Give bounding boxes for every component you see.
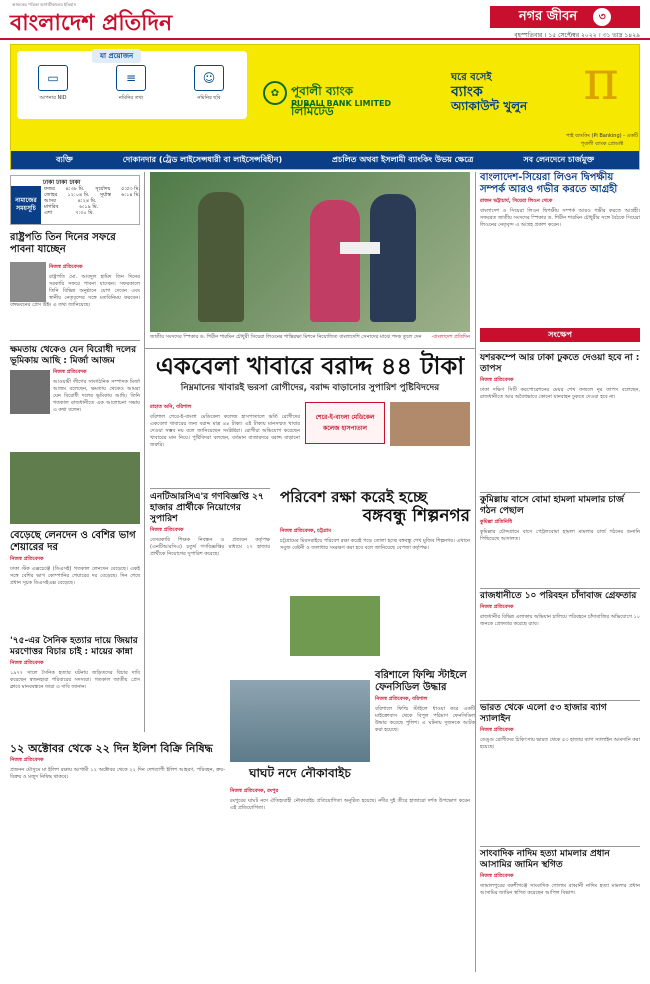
prayer-time-cell: সূর্যোদয় <box>95 186 111 192</box>
prayer-time-cell: ৫:৫৩ মি. <box>121 186 140 192</box>
bank-advertisement[interactable] <box>10 44 640 170</box>
pi-banking-logo: π <box>583 49 619 112</box>
boat-race-photo <box>230 680 370 762</box>
bank-name-english: PUBALI BANK LIMITED <box>291 99 392 108</box>
lead-story-body: রাহাত অনি, বরিশাল বরিশাল শেরে-ই-বাংলা মেডিকেল কলেজ হাসপাতালে ভর্তি রোগীদের একবেলা খাবারের জন্য বরাদ্দ মাত্র ৪৪ টাকা। এই টাকায় মানসম্মত খাবার দেওয়া সম্ভব নয় বলে জানিয়েছেন সংশ্লিষ্টরা। রোগীরা অভিযোগ করেছেন খাবারের মান নিয়ে। পুষ্টিবিদরা বলছেন, বর্তমান বাজারদরে বরাদ্দ বাড়ানো জরুরি। <box>150 404 300 448</box>
prayer-time-cell: ৬:১৯ মি. <box>79 204 99 210</box>
market-photo <box>10 452 140 524</box>
lead-headline: একবেলা খাবারে বরাদ্দ ৪৪ টাকা <box>155 351 465 380</box>
brief-india-saline[interactable]: ভারত থেকে এলো ৫৩ হাজার ব্যাগ স্যালাইন নিজস্ব প্রতিবেদক ডেঙ্গু রোগীদের চিকিৎসায় ভারত থেকে ৫৩ হাজার ব্যাগ স্যালাইন আমদানি করা হয়েছে। <box>480 700 640 751</box>
requirements-panel <box>17 51 247 119</box>
nominee-info-requirement: ≡ নমিনির তথ্য <box>105 65 157 113</box>
headline: ঘাঘট নদে নৌকাবাইচ <box>249 766 351 780</box>
prayer-time-cell: ১২:০৪ মি. <box>67 192 90 198</box>
story-boat-race[interactable] <box>230 766 370 780</box>
divider <box>145 348 475 349</box>
prayer-side-label: নামাজের সময়সূচি <box>11 186 41 224</box>
prayer-time-row <box>44 210 140 216</box>
requirements-title: যা প্রয়োজন <box>92 49 141 63</box>
prayer-times-box <box>10 175 140 225</box>
section-label <box>490 6 640 28</box>
headline: রাষ্ট্রপতি তিন দিনের সফরে পাবনা যাচ্ছেন <box>10 232 116 255</box>
story-president-body: নিজস্ব প্রতিবেদক রাষ্ট্রপতি মো. আবদুল হামিদ তিন দিনের সরকারি সফরে পাবনা যাচ্ছেন। সফরকালে তিনি বিভিন্ন অনুষ্ঠানে যোগ দেবেন এবং স্থানীয় নেতৃবৃন্দের সঙ্গে মতবিনিময় করবেন। বঙ্গভবনের প্রেস উইং এ তথ্য জানিয়েছে। <box>10 264 140 308</box>
column-rule <box>144 172 145 732</box>
headline: ক্ষমতায় থেকেও যেন বিরোধী দলের ভূমিকায় আছি : মির্জা আজম <box>10 345 137 366</box>
story-share-market[interactable]: বেড়েছে লেনদেন ও বেশির ভাগ শেয়ারের দর নিজস্ব প্রতিবেদক ঢাকা স্টক এক্সচেঞ্জে (ডিএসই) গতকাল লেনদেন বেড়েছে। একই সঙ্গে বেশির ভাগ কোম্পানির শেয়ারের দর বেড়েছে। দিন শেষে প্রধান সূচক ডিএসইএক্স বেড়েছে। <box>10 530 140 586</box>
id-card-icon: ▭ <box>38 65 68 91</box>
page-number: ৩ <box>593 8 611 26</box>
headline: এনটিআরসিএ'র গণবিজ্ঞপ্তি ২৭ হাজার প্রার্থীকে নিয়োগের সুপারিশ <box>150 492 264 524</box>
pi-banking-caption: পাই ব্যাংকিং (Pi Banking) - একটি পূবালী ব্যাংক প্রোডাক্ট <box>565 133 639 147</box>
lead-story[interactable] <box>150 352 470 394</box>
prayer-time-cell: জোহর <box>44 192 58 198</box>
headline: রাজধানীতে ১০ পরিবহন চাঁদাবাজ গ্রেফতার <box>480 591 637 601</box>
story-boat-race-body: নিজস্ব প্রতিবেদক, রংপুর রংপুরের ঘাঘট নদে ঐতিহ্যবাহী নৌকাবাইচ প্রতিযোগিতা অনুষ্ঠিত হয়েছে। নদীর দুই তীরে হাজারো দর্শক উপভোগ করেন এই প্রতিযোগিতা। <box>230 788 470 811</box>
headline: ভারত থেকে এলো ৫৩ হাজার ব্যাগ স্যালাইন <box>480 703 607 724</box>
brief-rajdhani[interactable]: রাজধানীতে ১০ পরিবহন চাঁদাবাজ গ্রেফতার নিজস্ব প্রতিবেদক রাজধানীর বিভিন্ন এলাকায় অভিযান চালিয়ে পরিবহনে চাঁদাবাজির অভিযোগে ১০ জনকে গ্রেফতার করেছে র‌্যাব। <box>480 588 640 628</box>
photo-caption: জাতীয় সংসদের স্পিকার ড. শিরীন শারমিন চৌধুরী সিয়েরা লিওনের শান্তিরক্ষা মিশনে নিয়োজিত বাংলাদেশি সেনাদের মাঝে পদক তুলে দেন -বাংলাদেশ প্রতিদিন <box>150 334 470 340</box>
brief-journalist[interactable]: সাংবাদিক নাদিম হত্যা মামলার প্রধান আসামির জামিন স্থগিত নিজস্ব প্রতিবেদক জামালপুরের বকশীগঞ্জে সাংবাদিক গোলাম রাব্বানী নাদিম হত্যা মামলার প্রধান আসামির জামিন স্থগিত করেছেন আপিল বিভাগ। <box>480 846 640 897</box>
bank-brand <box>255 55 395 119</box>
headline: বরিশালে ফিল্মি স্টাইলে ফেনসিডিল উদ্ধার <box>375 670 467 693</box>
divider <box>10 340 140 341</box>
masthead <box>0 0 650 40</box>
column-rule <box>475 172 476 972</box>
story-mirza-azam[interactable]: ক্ষমতায় থেকেও যেন বিরোধী দলের ভূমিকায় আছি : মির্জা আজম নিজস্ব প্রতিবেদক আওয়ামী লীগের সাংগঠনিক সম্পাদক মির্জা আজম বলেছেন, ক্ষমতায় থেকেও আমরা যেন বিরোধী দলের ভূমিকায় আছি। তিনি গতকাল রাজধানীতে এক আলোচনা সভায় এ কথা বলেন। <box>10 345 140 413</box>
briefs-banner: সংক্ষেপ <box>480 328 640 342</box>
prayer-time-cell: আসর <box>44 198 56 204</box>
prayer-time-cell: ৪:৩৮ মি. <box>65 186 85 192</box>
bank-name-bangla: পূবালী ব্যাংক লিমিটেড <box>291 84 354 118</box>
headline: বাংলাদেশ-সিয়েরা লিওন দ্বিপক্ষীয় সম্পর্ক আরও গভীর করতে আগ্রহী <box>480 172 618 195</box>
officer-figure <box>198 192 244 322</box>
story-sierra-leone[interactable]: বাংলাদেশ-সিয়েরা লিওন দ্বিপক্ষীয় সম্পর্ক আরও গভীর করতে আগ্রহী রাজন ভট্টাচার্য, সিয়েরা লিওন থেকে বাংলাদেশ ও সিয়েরা লিওন দ্বিপক্ষীয় সম্পর্ক আরও গভীর করতে আগ্রহী। সফররত জাতীয় সংসদের স্পিকার ড. শিরীন শারমিন চৌধুরীর সঙ্গে বৈঠকে সিয়েরা লিওনের নেতৃবৃন্দ এ আগ্রহ প্রকাশ করেন। <box>480 172 640 228</box>
headline-line-2: বঙ্গবন্ধু শিল্পনগর <box>362 506 470 526</box>
dateline: বৃহস্পতিবার । ১৫ সেপ্টেম্বর ২০২২ । ৩১ ভাদ্র ১৪২৯ <box>514 32 640 39</box>
award-plaque <box>340 242 380 254</box>
prayer-time-cell: এশা <box>44 210 53 216</box>
nid-requirement: ▭ আপনার NID <box>27 65 79 113</box>
prayer-time-cell: ৭:৩০ মি. <box>75 210 95 216</box>
story-industrial-park[interactable]: পরিবেশ রক্ষা করেই হচ্ছে বঙ্গবন্ধু শিল্পনগর নিজস্ব প্রতিবেদক, চট্টগ্রাম চট্টগ্রামের মিরসরাইয়ে পরিবেশ রক্ষা করেই গড়ে তোলা হচ্ছে বঙ্গবন্ধু শেখ মুজিব শিল্পনগর। এখানে সবুজ বেষ্টনী ও জলাধার সংরক্ষণ করা হবে বলে জানিয়েছে বেপজা কর্তৃপক্ষ। <box>280 488 470 551</box>
newspaper-logo[interactable]: বাংলাদেশ প্রতিদিন <box>10 10 173 36</box>
headline: যশরকম্পে আর ঢাকা ঢুকতে দেওয়া হবে না : তাপস <box>480 353 640 374</box>
story-ntrca[interactable]: এনটিআরসিএ'র গণবিজ্ঞপ্তি ২৭ হাজার প্রার্থীকে নিয়োগের সুপারিশ নিজস্ব প্রতিবেদক বেসরকারি শিক্ষক নিবন্ধন ও প্রত্যয়ন কর্তৃপক্ষ (এনটিআরসিএ) চতুর্থ গণবিজ্ঞপ্তির মাধ্যমে ২৭ হাজার প্রার্থীকে নিয়োগের সুপারিশ করেছে। <box>150 492 270 557</box>
headline: বেড়েছে লেনদেন ও বেশির ভাগ শেয়ারের দর <box>10 530 136 553</box>
headline: সাংবাদিক নাদিম হত্যা মামলার প্রধান আসামির জামিন স্থগিত <box>480 849 610 870</box>
headline: কুমিল্লায় বাসে বোমা হামলা মামলার চার্জ গঠন পেছাল <box>480 495 624 516</box>
ad-call-to-action: ঘরে বসেই ব্যাংক অ্যাকাউন্ট খুলুন <box>451 72 528 113</box>
headline: '৭৫-এর সৈনিক হত্যার দায়ে জিয়ার মরণোত্তর বিচার চাই : মায়ের কান্না <box>10 636 138 657</box>
person-icon: ☺ <box>194 65 224 91</box>
document-icon: ≡ <box>116 65 146 91</box>
lead-subhead: নিম্নমানের খাবারই ভরসা রোগীদের, বরাদ্দ বাড়ানোর সুপারিশ পুষ্টিবিদদের <box>180 383 440 393</box>
story-ilish-ban[interactable]: ১২ অক্টোবর থেকে ২২ দিন ইলিশ বিক্রি নিষিদ্ধ নিজস্ব প্রতিবেদক প্রজনন মৌসুমে মা ইলিশ রক্ষায় আগামী ১২ অক্টোবর থেকে ২২ দিন দেশব্যাপী ইলিশ আহরণ, পরিবহন, ক্রয়-বিক্রয় ও মজুদ নিষিদ্ধ থাকবে। <box>10 742 225 780</box>
story-president[interactable] <box>10 232 140 256</box>
logo-tagline: আজকের পত্রিকা আগামীকালের ইতিহাস <box>12 2 77 7</box>
mirza-azam-photo <box>10 370 50 414</box>
lead-inset-label: শেরে-ই-বাংলা মেডিকেল কলেজ হাসপাতাল <box>305 402 385 444</box>
headline-line-1: পরিবেশ রক্ষা করেই হচ্ছে <box>280 488 428 506</box>
prayer-time-cell: ৬:১৪ মি. <box>121 192 140 198</box>
story-soldier-killing[interactable]: '৭৫-এর সৈনিক হত্যার দায়ে জিয়ার মরণোত্তর বিচার চাই : মায়ের কান্না নিজস্ব প্রতিবেদক ১৯৭৭ সালে সৈনিক হত্যার ঘটনায় জড়িতদের বিচার দাবি করেছেন স্বজনহারা পরিবারের সদস্যরা। গতকাল জাতীয় প্রেস ক্লাবে মানববন্ধনে তারা এ দাবি জানান। <box>10 636 140 690</box>
divider <box>150 488 270 489</box>
prayer-time-cell: ৪:২৪ মি. <box>77 198 97 204</box>
story-phensedyl[interactable]: বরিশালে ফিল্মি স্টাইলে ফেনসিডিল উদ্ধার নিজস্ব প্রতিবেদক, বরিশাল বরিশালে ফিল্মি স্টাইলে ধাওয়া করে একটি মাইক্রোবাস থেকে বিপুল পরিমাণ ফেনসিডিল উদ্ধার করেছে পুলিশ। এ ঘটনায় দুজনকে আটক করা হয়েছে। <box>375 670 475 733</box>
speaker-figure <box>310 200 360 322</box>
officer-figure <box>370 194 416 322</box>
bank-emblem-icon: ✿ <box>263 81 287 105</box>
speaker-award-photo <box>150 172 470 332</box>
headline: ১২ অক্টোবর থেকে ২২ দিন ইলিশ বিক্রি নিষিদ্ধ <box>10 742 213 755</box>
prayer-time-list <box>44 186 140 216</box>
hospital-food-photo <box>390 402 470 446</box>
brief-comilla[interactable]: কুমিল্লায় বাসে বোমা হামলা মামলার চার্জ গঠন পেছাল কুমিল্লা প্রতিনিধি কুমিল্লার চৌদ্দগ্রামে বাসে পেট্রলবোমা হামলা মামলার চার্জ গঠনের শুনানি পিছিয়েছে আদালত। <box>480 492 640 543</box>
prayer-time-cell: সূর্যাস্ত <box>99 192 111 198</box>
industrial-park-photo <box>290 596 380 656</box>
section-name: নগর জীবন <box>518 8 578 24</box>
ad-feature-strip: ব্যক্তি দোকানদার (ট্রেড লাইসেন্সধারী বা লাইসেন্সবিহীন) প্রচলিত অথবা ইসলামী ব্যাংকিং উভয় ক্ষেত্রে সব লেনদেনে চার্জমুক্ত <box>11 151 639 169</box>
brief-tapos[interactable]: যশরকম্পে আর ঢাকা ঢুকতে দেওয়া হবে না : তাপস নিজস্ব প্রতিবেদক ঢাকা দক্ষিণ সিটি করপোরেশনের মেয়র শেখ ফজলে নূর তাপস বলেছেন, রাজধানীতে আর অবৈধভাবে কোনো যানবাহন ঢুকতে দেওয়া হবে না। <box>480 350 640 401</box>
nominee-photo-requirement: ☺ নমিনির ছবি <box>183 65 235 113</box>
president-photo <box>10 262 46 302</box>
prayer-time-cell: মাগরিব <box>44 204 59 210</box>
prayer-header: ঢাকা ঢাকা ঢাকা <box>43 179 81 186</box>
prayer-time-cell: ফজর <box>44 186 55 192</box>
